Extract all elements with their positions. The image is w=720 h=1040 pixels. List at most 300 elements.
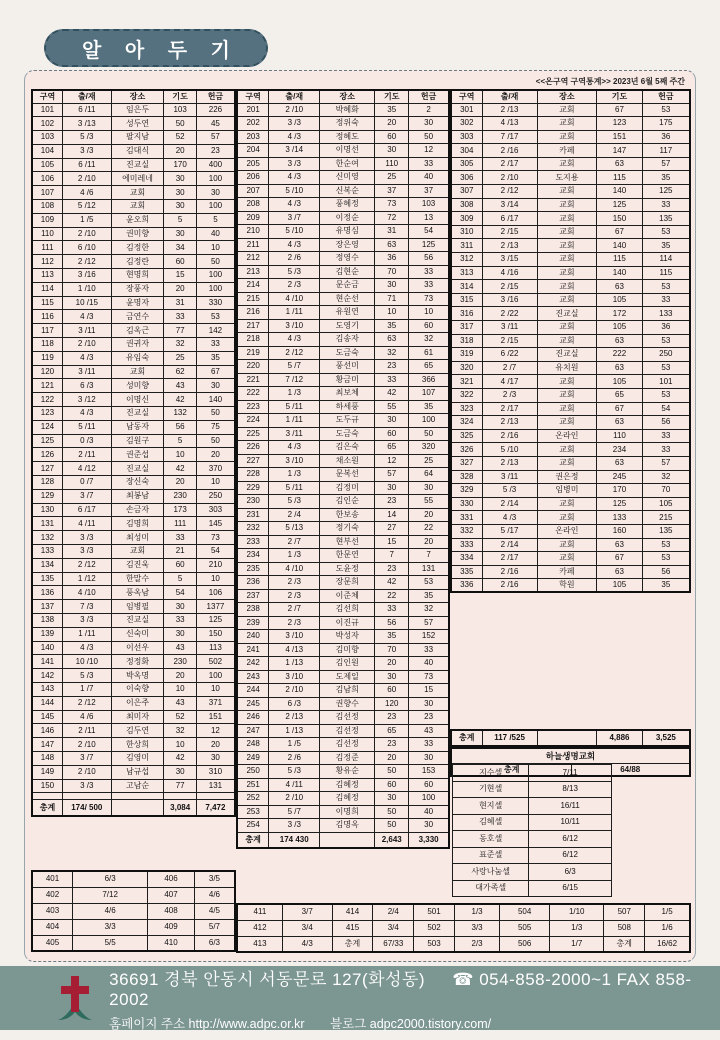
- table-row: [32, 462, 235, 476]
- table-cell: 135: [642, 212, 690, 226]
- table-cell: 311: [451, 239, 482, 253]
- table-cell: 진교실: [111, 613, 164, 627]
- table-row: [32, 227, 235, 241]
- table-cell: 125: [597, 497, 642, 511]
- table-cell: 107: [409, 387, 449, 401]
- table-cell: 141: [32, 655, 62, 669]
- table-cell: 110: [597, 429, 642, 443]
- table-cell: 252: [237, 792, 269, 806]
- table-cell: 4 /6: [62, 710, 111, 724]
- table-cell: 12: [375, 454, 409, 468]
- table-cell: 정영수: [320, 252, 375, 266]
- table-cell: 2 /3: [269, 589, 320, 603]
- table-cell: 52: [164, 710, 196, 724]
- table-cell: 507: [604, 904, 645, 920]
- table-cell: 32: [164, 724, 196, 738]
- table-cell: 204: [237, 144, 269, 158]
- table-cell: 231: [237, 508, 269, 522]
- table-cell: 65: [597, 388, 642, 402]
- table-cell: 2 /16: [482, 144, 537, 158]
- table-cell: 이명신: [111, 393, 164, 407]
- table-cell: 기도: [597, 90, 642, 103]
- table-row: [237, 144, 449, 158]
- table-cell: 10 /10: [62, 655, 111, 669]
- table-cell: 김명희: [111, 517, 164, 531]
- table-cell: 207: [237, 184, 269, 198]
- table-row: [451, 321, 690, 335]
- table-row: [451, 198, 690, 212]
- table-cell: 카페: [537, 144, 597, 158]
- table-cell: 400: [196, 158, 235, 172]
- table-cell: 220: [237, 360, 269, 374]
- table-cell: 412: [237, 920, 282, 936]
- table-cell: 교회: [537, 321, 597, 335]
- table-cell: 박혜화: [320, 103, 375, 117]
- table-cell: 405: [32, 935, 73, 951]
- table-cell: 50: [409, 130, 449, 144]
- table-cell: 103: [164, 103, 196, 117]
- table-cell: 54: [164, 586, 196, 600]
- table-cell: 215: [642, 511, 690, 525]
- table-cell: 총계: [332, 936, 373, 952]
- table-row: [451, 416, 690, 430]
- table-cell: 이숙향: [111, 682, 164, 696]
- table-cell: 100: [196, 669, 235, 683]
- table-cell: 67/33: [373, 936, 414, 952]
- table-cell: 총계: [32, 800, 62, 816]
- table-cell: 63: [597, 157, 642, 171]
- table-cell: 327: [451, 456, 482, 470]
- table-cell: 1 /13: [269, 724, 320, 738]
- table-cell: 50: [375, 765, 409, 779]
- table-cell: 교회: [537, 388, 597, 402]
- table-cell: 2 /14: [482, 497, 537, 511]
- table-cell: 210: [196, 558, 235, 572]
- table-cell: 57: [642, 157, 690, 171]
- table-cell: 12: [409, 144, 449, 158]
- table-row: [451, 212, 690, 226]
- footer-bar: [0, 966, 720, 1030]
- table-cell: 229: [237, 481, 269, 495]
- table-cell: 37: [409, 184, 449, 198]
- table-cell: 130: [32, 503, 62, 517]
- table-cell: 224: [237, 414, 269, 428]
- table-cell: 0 /7: [62, 476, 111, 490]
- table-cell: 한상희: [111, 738, 164, 752]
- table-row: [237, 765, 449, 779]
- table-cell: 5 /7: [269, 805, 320, 819]
- table-cell: 10: [196, 476, 235, 490]
- table-row: [237, 265, 449, 279]
- table-cell: 33: [409, 157, 449, 171]
- table-cell: 302: [451, 117, 482, 131]
- table-cell: 42: [375, 576, 409, 590]
- table-cell: 31: [375, 225, 409, 239]
- table-cell: 50: [375, 819, 409, 833]
- table-cell: 142: [196, 324, 235, 338]
- table-cell: 75: [196, 420, 235, 434]
- table-cell: 6 /11: [62, 158, 111, 172]
- table-cell: 173: [164, 503, 196, 517]
- table-cell: 212: [237, 252, 269, 266]
- table-cell: 3 /7: [62, 489, 111, 503]
- table-cell: 7: [409, 549, 449, 563]
- table-cell: 임병미: [537, 484, 597, 498]
- table-cell: 33: [164, 613, 196, 627]
- table-row: [451, 307, 690, 321]
- table-cell: 230: [237, 495, 269, 509]
- table-row: [237, 198, 449, 212]
- table-row: [237, 684, 449, 698]
- table-cell: 233: [237, 535, 269, 549]
- table-cell: 8/13: [529, 781, 612, 798]
- table-cell: 임병필: [111, 600, 164, 614]
- table-cell: 106: [196, 586, 235, 600]
- table-cell: 140: [597, 266, 642, 280]
- table-cell: 6 /3: [62, 379, 111, 393]
- table-cell: 214: [237, 279, 269, 293]
- table-row: [32, 282, 235, 296]
- table-cell: 23: [375, 562, 409, 576]
- table-cell: 교회: [537, 416, 597, 430]
- table-cell: 125: [409, 238, 449, 252]
- table-cell: 한순여: [320, 157, 375, 171]
- table-cell: 42: [375, 387, 409, 401]
- table-cell: 20: [196, 448, 235, 462]
- table-cell: 20: [164, 144, 196, 158]
- table-cell: 160: [597, 524, 642, 538]
- table-row: [237, 454, 449, 468]
- table-row: [32, 90, 235, 103]
- table-cell: 2 /13: [482, 239, 537, 253]
- table-cell: 성미향: [111, 379, 164, 393]
- table-row: [451, 171, 690, 185]
- table-cell: 216: [237, 306, 269, 320]
- table-row: [451, 348, 690, 362]
- table-cell: 5 /7: [269, 360, 320, 374]
- table-cell: 30: [409, 697, 449, 711]
- table-cell: 122: [32, 393, 62, 407]
- district-table-group1-extra: [31, 870, 236, 952]
- table-cell: 232: [237, 522, 269, 536]
- table-cell: 유임숙: [111, 351, 164, 365]
- table-cell: 도금숙: [320, 427, 375, 441]
- table-cell: 기도: [164, 90, 196, 103]
- table-cell: 문순금: [320, 279, 375, 293]
- table-cell: 3 /10: [269, 319, 320, 333]
- table-cell: 305: [451, 157, 482, 171]
- table-cell: 330: [196, 296, 235, 310]
- table-row: [451, 402, 690, 416]
- table-cell: 이은주: [111, 696, 164, 710]
- table-cell: 1/10: [550, 904, 604, 920]
- table-cell: 222: [597, 348, 642, 362]
- table-cell: 남규섭: [111, 765, 164, 779]
- table-row: [32, 503, 235, 517]
- table-cell: 170: [164, 158, 196, 172]
- table-cell: 35: [375, 630, 409, 644]
- table-cell: 336: [451, 579, 482, 593]
- table-row: [237, 495, 449, 509]
- table-cell: 기도: [375, 90, 409, 103]
- table-row: [32, 669, 235, 683]
- table-cell: 10: [196, 682, 235, 696]
- table-row: [32, 655, 235, 669]
- table-cell: 5 /3: [62, 131, 111, 145]
- table-cell: 101: [642, 375, 690, 389]
- table-cell: 온라인: [537, 524, 597, 538]
- table-cell: 2 /15: [482, 225, 537, 239]
- table-cell: 201: [237, 103, 269, 117]
- table-cell: 33: [642, 443, 690, 457]
- table-cell: 240: [237, 630, 269, 644]
- table-row: [451, 443, 690, 457]
- table-cell: 124: [32, 420, 62, 434]
- table-cell: 147: [597, 144, 642, 158]
- table-cell: 310: [451, 225, 482, 239]
- table-row: [237, 936, 690, 952]
- table-row: [237, 333, 449, 347]
- table-cell: 55: [409, 495, 449, 509]
- table-cell: 2 /3: [269, 279, 320, 293]
- table-cell: 2 /12: [62, 696, 111, 710]
- table-cell: 10: [409, 306, 449, 320]
- table-cell: 62: [164, 365, 196, 379]
- table-row: [451, 456, 690, 470]
- table-cell: 211: [237, 238, 269, 252]
- table-row: [32, 131, 235, 145]
- table-cell: 406: [148, 871, 195, 887]
- table-cell: 50: [375, 805, 409, 819]
- table-cell: 502: [196, 655, 235, 669]
- table-cell: 3 /7: [269, 211, 320, 225]
- table-row: [451, 130, 690, 144]
- table-cell: 온라인: [537, 429, 597, 443]
- table-cell: 223: [237, 400, 269, 414]
- table-cell: 교회: [537, 552, 597, 566]
- table-cell: 4 /3: [269, 130, 320, 144]
- table-caption: <<온구역 구역통계>> 2023년 6월 5째 주간: [535, 77, 685, 86]
- table-cell: 4 /3: [62, 407, 111, 421]
- table-cell: 25: [375, 171, 409, 185]
- table-cell: 306: [451, 171, 482, 185]
- table-cell: 2 /10: [62, 227, 111, 241]
- table-cell: 2 /6: [269, 751, 320, 765]
- table-row: [32, 255, 235, 269]
- table-row: [32, 765, 235, 779]
- table-cell: 50: [196, 434, 235, 448]
- table-row: [32, 724, 235, 738]
- table-cell: 312: [451, 253, 482, 267]
- table-cell: 54: [409, 225, 449, 239]
- table-cell: 김옥근: [111, 324, 164, 338]
- table-cell: 21: [164, 545, 196, 559]
- table-cell: 138: [32, 613, 62, 627]
- table-cell: 2 /16: [482, 429, 537, 443]
- table-cell: 교회: [537, 511, 597, 525]
- table-cell: 227: [237, 454, 269, 468]
- table-cell: 윤명자: [111, 296, 164, 310]
- table-cell: 6/3: [73, 871, 148, 887]
- table-cell: 73: [409, 670, 449, 684]
- table-cell: 10: [164, 738, 196, 752]
- table-cell: 김정한: [111, 241, 164, 255]
- table-cell: 2 /15: [482, 280, 537, 294]
- table-cell: 1/3: [454, 904, 499, 920]
- table-cell: 151: [597, 130, 642, 144]
- table-cell: 한말수: [111, 572, 164, 586]
- table-cell: 도지용: [537, 171, 597, 185]
- table-cell: 234: [237, 549, 269, 563]
- table-row: [237, 387, 449, 401]
- table-cell: 40: [409, 805, 449, 819]
- table-cell: 33: [409, 279, 449, 293]
- table-cell: 3 /11: [482, 321, 537, 335]
- table-cell: 6 /22: [482, 348, 537, 362]
- table-cell: 7/12: [73, 887, 148, 903]
- table-cell: 131: [32, 517, 62, 531]
- table-cell: 3/3: [73, 919, 148, 935]
- table-cell: 111: [164, 517, 196, 531]
- table-cell: [62, 793, 111, 800]
- table-cell: 20: [164, 669, 196, 683]
- table-cell: 3/4: [282, 920, 332, 936]
- table-cell: 175: [642, 117, 690, 131]
- table-row: [32, 696, 235, 710]
- table-cell: 146: [32, 724, 62, 738]
- table-cell: 33: [409, 738, 449, 752]
- table-cell: 40: [409, 171, 449, 185]
- table-cell: 헌금: [642, 90, 690, 103]
- table-cell: 신숙미: [111, 627, 164, 641]
- table-cell: 147: [32, 738, 62, 752]
- table-cell: 김선정: [320, 738, 375, 752]
- table-cell: 3 /3: [269, 819, 320, 833]
- table-cell: 135: [642, 524, 690, 538]
- table-cell: 226: [237, 441, 269, 455]
- table-row: [237, 562, 449, 576]
- table-cell: 53: [642, 334, 690, 348]
- table-cell: 4 /10: [62, 586, 111, 600]
- table-cell: 4/6: [194, 887, 235, 903]
- district-stats-table-region: [31, 89, 691, 957]
- table-cell: 506: [500, 936, 550, 952]
- table-cell: 7 /12: [269, 373, 320, 387]
- table-cell: 1 /12: [62, 572, 111, 586]
- table-cell: 244: [237, 684, 269, 698]
- table-cell: 3 /10: [269, 670, 320, 684]
- table-row: [237, 670, 449, 684]
- table-cell: 32: [164, 338, 196, 352]
- table-cell: [320, 832, 375, 848]
- table-cell: 57: [375, 468, 409, 482]
- table-cell: 215: [237, 292, 269, 306]
- table-cell: 3 /13: [62, 117, 111, 131]
- table-row: [453, 765, 612, 782]
- table-cell: 5: [164, 213, 196, 227]
- table-cell: 5 /10: [269, 184, 320, 198]
- table-cell: 60: [375, 130, 409, 144]
- table-cell: 출/재: [482, 90, 537, 103]
- table-cell: 3,084: [164, 800, 196, 816]
- table-cell: 1 /10: [62, 282, 111, 296]
- table-cell: 3 /10: [269, 630, 320, 644]
- table-cell: 2 /10: [269, 103, 320, 117]
- table-cell: 245: [237, 697, 269, 711]
- table-cell: 20: [409, 535, 449, 549]
- table-cell: 2/4: [373, 904, 414, 920]
- table-cell: 4,886: [597, 730, 642, 746]
- table-cell: 한보송: [320, 508, 375, 522]
- table-cell: 도제일: [320, 670, 375, 684]
- table-cell: 112: [32, 255, 62, 269]
- table-cell: 대가족셀: [453, 880, 529, 897]
- table-cell: 22: [375, 589, 409, 603]
- table-cell: 63: [375, 333, 409, 347]
- table-cell: 321: [451, 375, 482, 389]
- table-row: [237, 90, 449, 103]
- table-cell: 54: [642, 402, 690, 416]
- table-cell: 53: [642, 552, 690, 566]
- table-cell: 35: [409, 400, 449, 414]
- table-cell: 2 /7: [269, 535, 320, 549]
- table-cell: 교회: [537, 443, 597, 457]
- table-cell: 2 /12: [62, 558, 111, 572]
- table-cell: 237: [237, 589, 269, 603]
- table-cell: 501: [414, 904, 455, 920]
- table-row: [451, 484, 690, 498]
- table-cell: 247: [237, 724, 269, 738]
- table-cell: 241: [237, 643, 269, 657]
- table-row: [32, 296, 235, 310]
- table-cell: 5 /3: [269, 495, 320, 509]
- table-row: [451, 293, 690, 307]
- table-cell: 교회: [537, 402, 597, 416]
- table-row: [237, 279, 449, 293]
- table-row: [451, 511, 690, 525]
- table-cell: 2 /13: [269, 711, 320, 725]
- table-row: [32, 751, 235, 765]
- table-cell: 2,643: [375, 832, 409, 848]
- table-cell: 한문연: [320, 549, 375, 563]
- table-cell: 20: [375, 657, 409, 671]
- table-cell: 5 /3: [269, 765, 320, 779]
- table-cell: 60: [375, 684, 409, 698]
- district-table-bottom: [236, 903, 691, 953]
- table-row: [32, 903, 235, 919]
- table-row: [451, 266, 690, 280]
- table-cell: 3 /11: [269, 427, 320, 441]
- table-cell: 3 /11: [62, 324, 111, 338]
- table-cell: 2 /12: [269, 346, 320, 360]
- table-cell: 22: [409, 522, 449, 536]
- table-cell: 115: [642, 266, 690, 280]
- table-cell: 현명희: [111, 269, 164, 283]
- table-cell: 3 /11: [62, 365, 111, 379]
- table-cell: 손금자: [111, 503, 164, 517]
- table-cell: 30: [164, 227, 196, 241]
- table-cell: 65: [375, 724, 409, 738]
- table-cell: 413: [237, 936, 282, 952]
- table-cell: 교회: [537, 266, 597, 280]
- page-title-text: 알 아 두 기: [82, 39, 239, 62]
- table-cell: 250: [196, 489, 235, 503]
- table-cell: 15: [375, 535, 409, 549]
- table-cell: 5/7: [194, 919, 235, 935]
- table-cell: 1 /11: [269, 414, 320, 428]
- table-row: [237, 427, 449, 441]
- table-cell: 10/11: [529, 814, 612, 831]
